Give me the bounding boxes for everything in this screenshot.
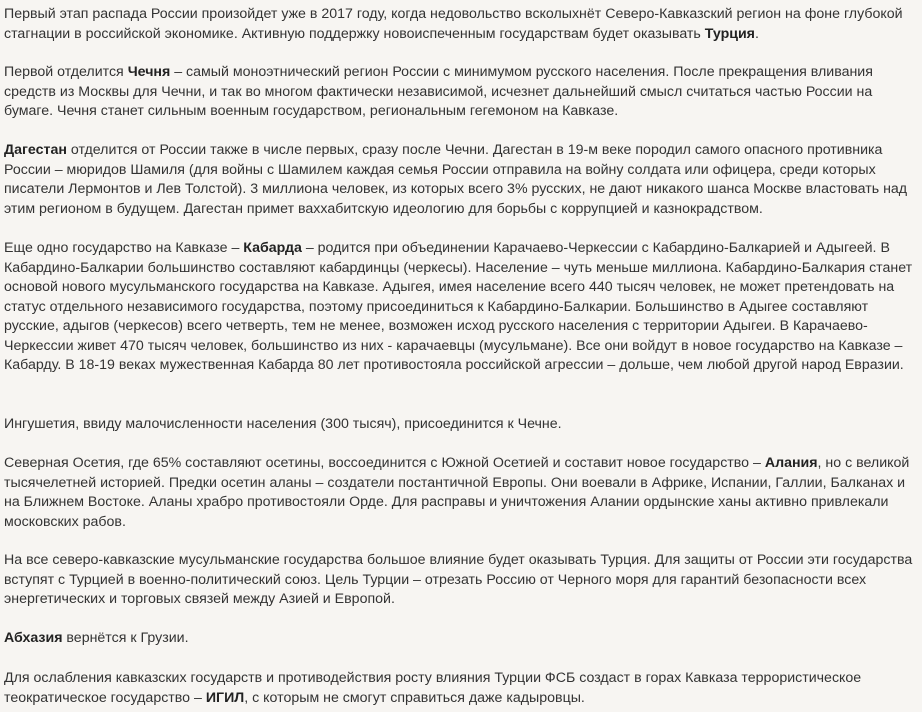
- paragraph-text: Первой отделится: [4, 64, 128, 80]
- paragraph-abkhazia: [4, 629, 916, 649]
- bold-term-abkhazia: Абхазия: [4, 630, 63, 646]
- paragraph-text: , с которым не смогут справиться даже кадыровцы.: [244, 689, 585, 706]
- paragraph-text: , но с великой тысячелетней историей. Предки осетин аланы – создатели постантичной Европы. Они воевали в Африке, Испании, Галлии, Балканах и на Ближнем Востоке. Аланы храбро противостояли Орде. Для расправы и уничтожения Алании ордынские ханы активно привлекали московских рабов.: [4, 455, 910, 530]
- bold-term-kabarda: Кабарда: [243, 240, 302, 256]
- bold-term-dagestan: Дагестан: [4, 142, 67, 158]
- paragraph-text: .: [754, 25, 759, 42]
- paragraph-ingushetia: [4, 415, 916, 435]
- paragraph-text: – самый моноэтнический регион России с минимумом русского населения. После прекращения вливания средств из Москвы для Чечни, и так во многом фактически независимой, исчезнет дальнейший смысл считаться частью России на бумаге. Чечня станет сильным военным государством, региональным гегемоном на Кавказе.: [4, 64, 873, 119]
- paragraph-text: Первый этап распада России произойдет уже в 2017 году, когда недовольство всколыхнёт Северо-Кавказский регион на фоне глубокой стагнации в российской экономике. Активную поддержку новоиспеченным государствам будет оказывать: [4, 6, 903, 42]
- bold-term-chechnya: Чечня: [127, 64, 171, 80]
- paragraph-text: Еще одно государство на Кавказе –: [4, 240, 244, 256]
- paragraph-breakup-first-stage: [4, 5, 916, 44]
- bold-term-alania: Алания: [764, 455, 818, 471]
- paragraph-alania: [4, 454, 916, 532]
- paragraph-dagestan: [4, 141, 916, 219]
- paragraph-chechnya: [4, 63, 916, 122]
- paragraph-turkey-influence: [4, 551, 916, 610]
- bold-term-turkey: Турция: [704, 25, 755, 42]
- paragraph-text: На все северо-кавказские мусульманские государства большое влияние будет оказывать Турция. Для защиты от России эти государства вступят с Турцией в военно-политический союз. Цель Турции – отрезать Россию от Черного моря для гарантий безопасности всех энергетических и торговых связей между Азией и Европой.: [4, 552, 913, 607]
- paragraph-text: Для ослабления кавказских государств и противодействия росту влияния Турции ФСБ создаст в горах Кавказа террористическое теократическое государство –: [4, 670, 862, 706]
- paragraph-kabarda: [4, 239, 916, 376]
- paragraph-text: отделится от России также в числе первых, сразу после Чечни. Дагестан в 19-м веке породил самого опасного противника России – мюридов Шамиля (для войны с Шамилем каждая семья России отправила на войну солдата или офицера, среди которых писатели Лермонтов и Лев Толстой). 3 миллиона человек, из которых всего 3% русских, не дают никакого шанса Москве властовать над этим регионом в будущем. Дагестан примет ваххабитскую идеологию для борьбы с коррупцией и казнокрадством.: [4, 142, 908, 217]
- paragraph-text: – родится при объединении Карачаево-Черкессии с Кабардино-Балкарией и Адыгеей. В Кабардино-Балкарии большинство составляют кабардинцы (черкесы). Население – чуть меньше миллиона. Кабардино-Балкария станет основой нового мусульманского государства на Кавказе. Адыгея, имея население всего 440 тысяч человек, не может претендовать на статус отдельного независимого государства, поэтому присоединиться к Кабардино-Балкарии. Большинство в Адыгее составляют русские, адыгов (черкесов) всего четверть, тем не менее, возможен исход русского населения с территории Адыгеи. В Карачаево-Черкессии живет 470 тысяч человек, большинство из них - карачаевцы (мусульмане). Все они войдут в новое государство на Кавказе – Кабарду. В 18-19 веках мужественная Кабарда 80 лет противостояла российской агрессии – дольше, чем любой другой народ Евразии.: [4, 240, 913, 373]
- paragraph-isis: [4, 669, 916, 708]
- paragraph-text: Ингушетия, ввиду малочисленности населения (300 тысяч), присоединится к Чечне.: [4, 416, 562, 432]
- paragraph-text: Северная Осетия, где 65% составляют осетины, воссоединится с Южной Осетией и составит новое государство –: [4, 455, 765, 471]
- bold-term-isis: ИГИЛ: [205, 689, 245, 706]
- paragraph-text: вернётся к Грузии.: [62, 630, 189, 646]
